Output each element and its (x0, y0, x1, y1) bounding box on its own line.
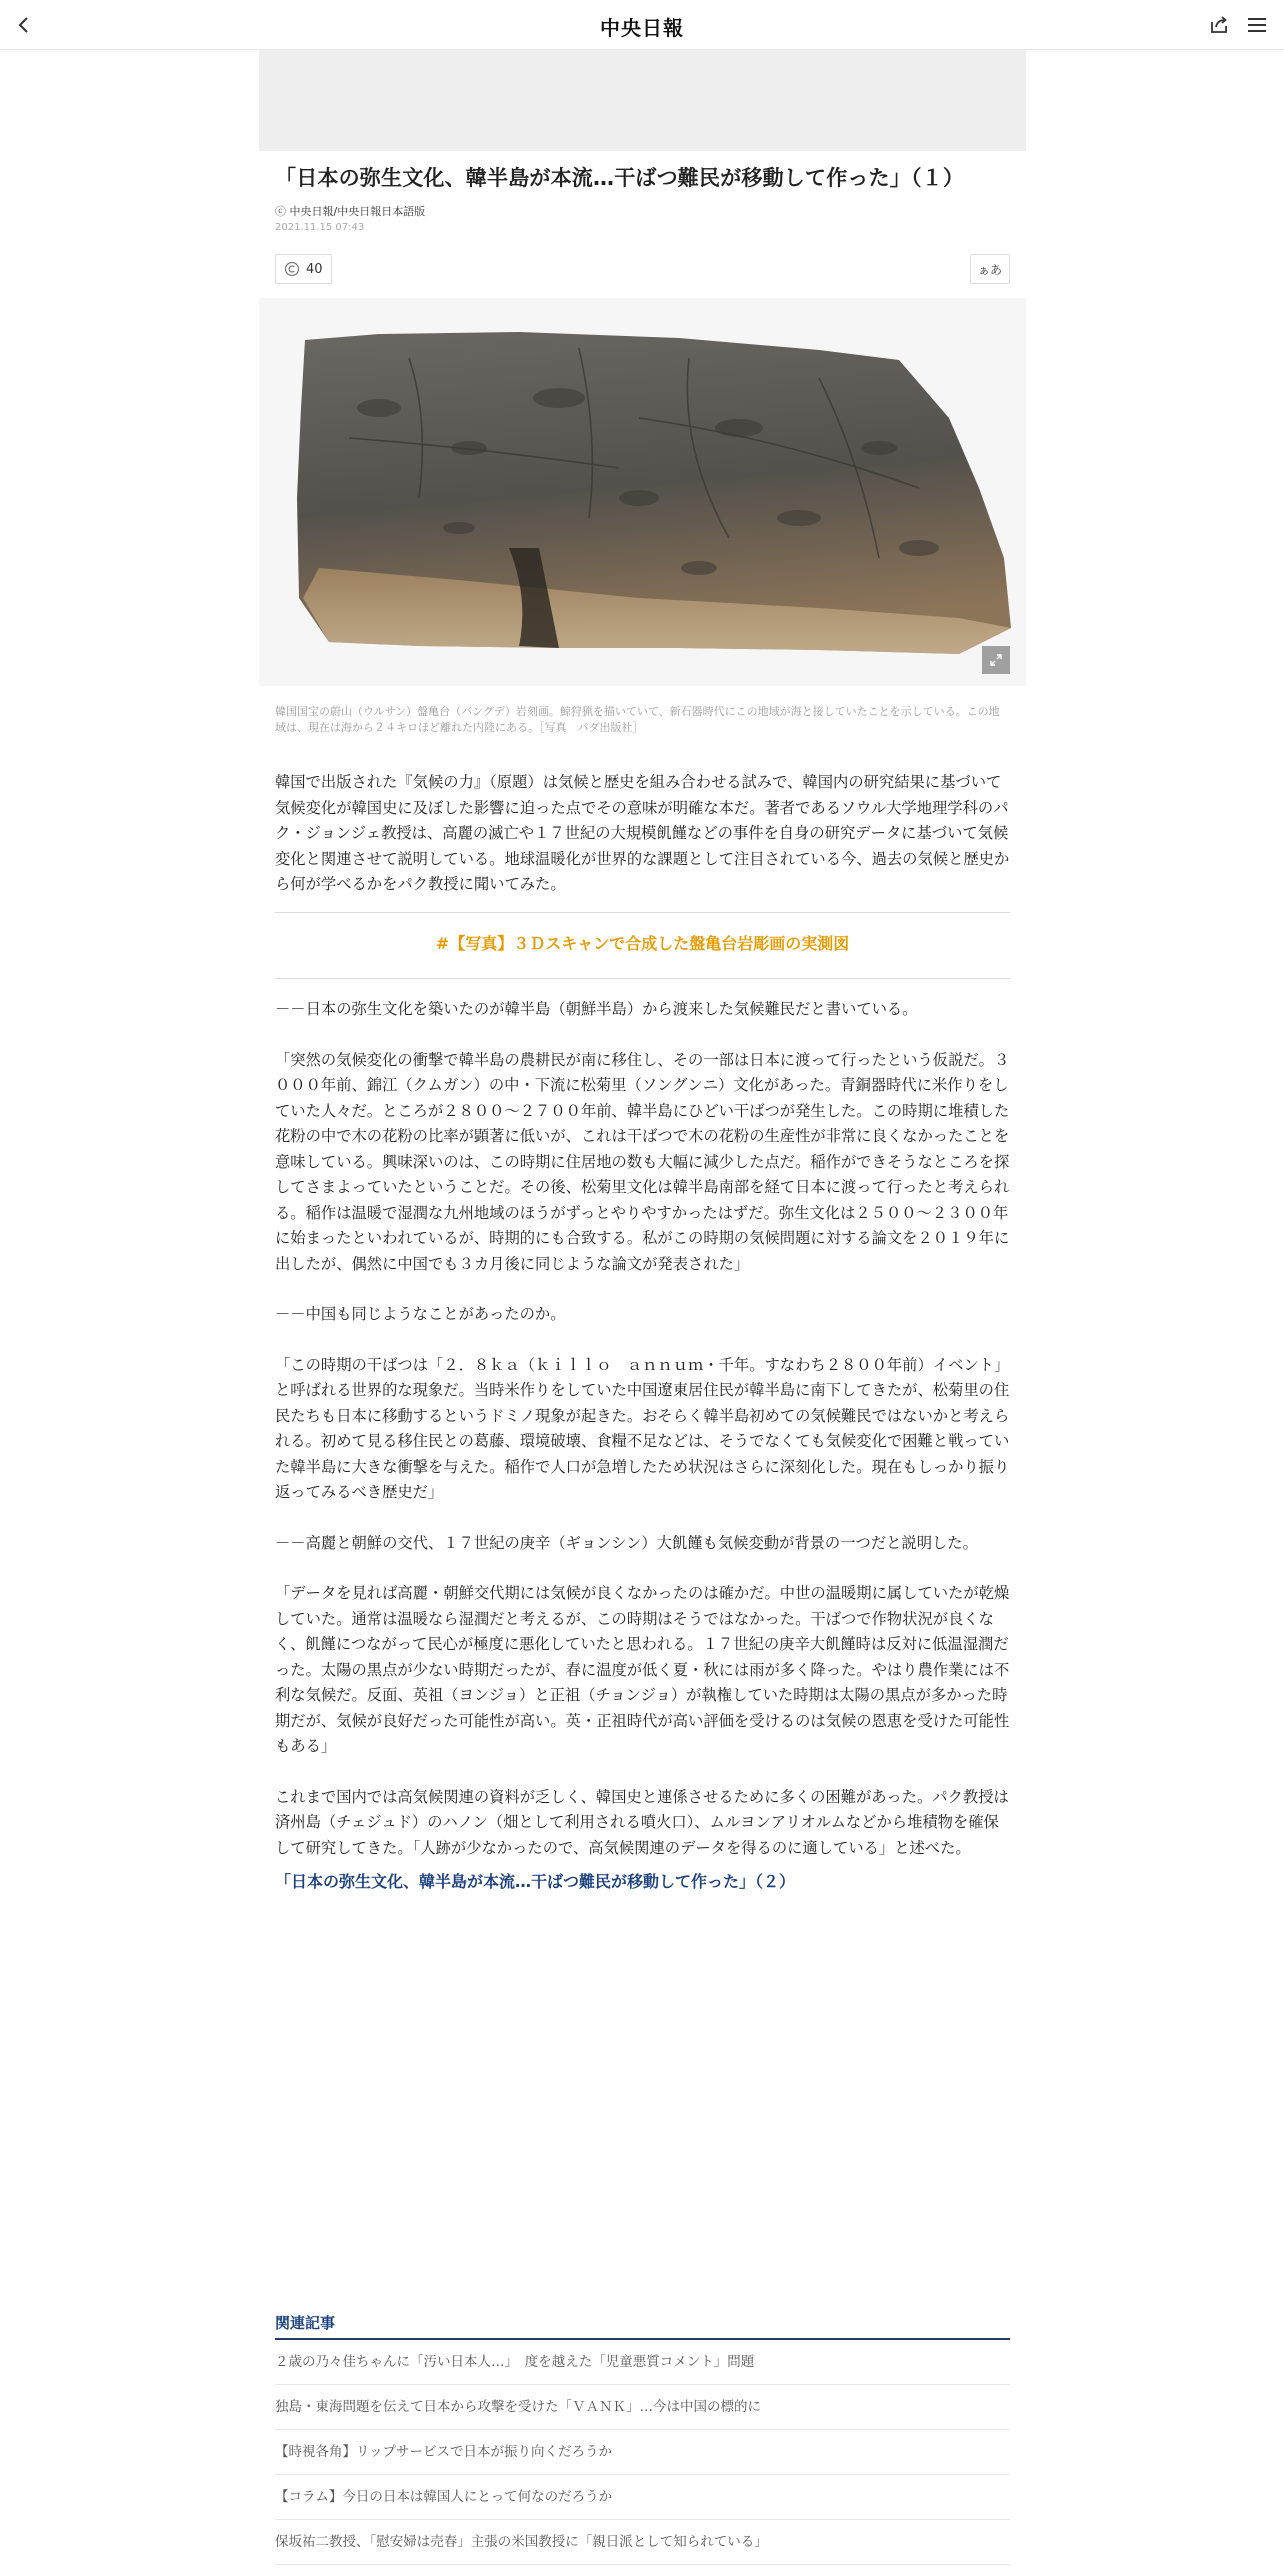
divider (275, 912, 1010, 913)
related-article-link[interactable]: 【コラム】今日の日本は韓国人にとって何なのだろうか (275, 2475, 1010, 2520)
article-body (275, 770, 1010, 1896)
expand-photo-button[interactable] (982, 646, 1010, 674)
related-article-link[interactable]: 独島・東海問題を伝えて日本から攻撃を受けた「ＶＡＮＫ」…今は中国の標的に (275, 2385, 1010, 2430)
related-article-link[interactable]: 【時視各角】リップサービスで日本が振り向くだろうか (275, 2430, 1010, 2475)
related-article-link[interactable]: ２歳の乃々佳ちゃんに「汚い日本人…」 度を越えた「児童悪質コメント」問題 (275, 2340, 1010, 2385)
expand-icon (988, 652, 1004, 668)
article-tools (275, 254, 1010, 284)
comment-icon (284, 261, 300, 277)
top-navigation-bar (0, 0, 1284, 50)
body-paragraph: －－中国も同じようなことがあったのか。 (275, 1305, 566, 1323)
share-button[interactable] (1206, 12, 1232, 38)
body-paragraph: 「突然の気候変化の衝撃で韓半島の農耕民が南に移住し、その一部は日本に渡って行ったという仮説だ。３０００年前、錦江（クムガン）の中・下流に松菊里（ソングンニ）文化があった。青銅器時代に米作りをしていた人々だ。ところが２８００～２７００年前、韓半島にひどい干ばつが発生した。この時期に堆積した花粉の中で木の花粉の比率が顕著に低いが、これは干ばつで木の花粉の生産性が非常に良くなかったことを意味している。興味深いのは、この時期に住居地の数も大幅に減少した点だ。稲作ができそうなところを探してさまよっていたということだ。その後、松菊里文化は韓半島南部を経て日本に渡って行ったと考えられる。稲作は温暖で湿潤な九州地域のほうがずっとやりやすかったはずだ。弥生文化は２５００～２３００年に始まったといわれているが、時期的にも合致する。私がこの時期の気候問題に対する論文を２０１９年に出したが、偶然に中国でも３カ月後に同じような論文が発表された」 (275, 1050, 1010, 1273)
body-paragraph: 「データを見れば高麗・朝鮮交代期には気候が良くなかったのは確かだ。中世の温暖期に属していたが乾燥していた。通常は温暖なら湿潤だと考えるが、この時期はそうではなかった。干ばつで作物状況が良くなく、飢饉につながって民心が極度に悪化していたと思われる。１７世紀の庚辛大飢饉時は反対に低温湿潤だった。太陽の黒点が少ない時期だったが、春に温度が低く夏・秋には雨が多く降った。やはり農作業には不利な気候だ。反面、英祖（ヨンジョ）と正祖（チョンジョ）が執権していた時期は太陽の黒点が多かった時期だが、気候が良好だった可能性が高い。英・正祖時代が高い評価を受けるのは気候の恩恵を受けた可能性もある」 (275, 1584, 1010, 1755)
font-size-button[interactable]: ぁあ (970, 254, 1010, 284)
comment-count: 40 (306, 261, 323, 277)
related-articles-title: 関連記事 (275, 2306, 1010, 2340)
hamburger-menu-icon (1244, 12, 1270, 38)
article-title: 「日本の弥生文化、韓半島が本流…干ばつ難民が移動して作った」（１） (275, 166, 965, 190)
divider (275, 978, 1010, 979)
site-logo[interactable]: 中央日報 (600, 16, 684, 40)
article-byline: ⓒ 中央日報/中央日報日本語版 (275, 205, 426, 218)
lead-paragraph: 韓国で出版された『気候の力』（原題）は気候と歴史を組み合わせる試みで、韓国内の研究結果に基づいて気候変化が韓国史に及ぼした影響に迫った点でその意味が明確な本だ。著者であるソウル大学地理学科のパク・ジョンジェ教授は、高麗の滅亡や１７世紀の大規模飢饉などの事件を自身の研究データに基づいて気候変化と関連させて説明している。地球温暖化が世界的な課題として注目されている今、過去の気候と歴史から何が学べるかをパク教授に聞いてみた。 (275, 773, 1010, 893)
photo-gallery-link[interactable]: #【写真】３Ｄスキャンで合成した盤亀台岩彫画の実測図 (435, 933, 850, 953)
body-paragraph: －－高麗と朝鮮の交代、１７世紀の庚辛（ギョンシン）大飢饉も気候変動が背景の一つだと説明した。 (275, 1533, 978, 1552)
body-paragraph: －－日本の弥生文化を築いたのが韓半島（朝鮮半島）から渡来した気候難民だと書いている。 (275, 1000, 918, 1018)
body-paragraph: これまで国内では高気候関連の資料が乏しく、韓国史と連係させるために多くの困難があった。パク教授は済州島（チェジュド）のハノン（畑として利用される噴火口）、ムルヨンアリオルムなどから堆積物を確保して研究してきた。「人跡が少なかったので、高気候関連のデータを得るのに適している」と述べた。 (275, 1787, 1009, 1857)
article-photo[interactable] (259, 298, 1026, 686)
share-icon (1206, 12, 1232, 38)
comment-button[interactable] (275, 254, 332, 284)
next-part-link[interactable]: 「日本の弥生文化、韓半島が本流…干ばつ難民が移動して作った」（２） (275, 1872, 796, 1891)
rock-carving-image (259, 298, 1026, 686)
menu-button[interactable] (1244, 12, 1270, 38)
article-header (275, 160, 1010, 284)
body-paragraph: 「この時期の干ばつは「２．８ｋａ（ｋｉｌｌｏ ａｎｎｕｍ・千年。すなわち２８００年前）イベント」と呼ばれる世界的な現象だ。当時米作りをしていた中国遼東居住民が韓半島に南下してきたが、松菊里の住民たちも日本に移動するというドミノ現象が起きた。おそらく韓半島初めての気候難民ではないかと考えられる。初めて見る移住民との葛藤、環境破壊、食糧不足などは、そうでなくても気候変化で困難と戦っていた韓半島に大きな衝撃を与えた。稲作で人口が急増したため状況はさらに深刻化した。現在もしっかり振り返ってみるべき歴史だ」 (275, 1355, 1010, 1501)
related-articles (275, 2306, 1010, 2565)
article-date: 2021.11.15 07:43 (275, 222, 365, 233)
photo-caption: 韓国国宝の蔚山（ウルサン）盤亀台（バングデ）岩刻画。鯨狩猟を描いていて、新石器時代にこの地域が海と接していたことを示している。この地域は、現在は海から２４キロほど離れた内陸にある。［写真 パダ出版社］ (275, 705, 1000, 734)
advertisement-placeholder (259, 50, 1026, 151)
related-article-link[interactable]: 保坂祐二教授、「慰安婦は売春」主張の米国教授に「親日派として知られている」 (275, 2520, 1010, 2565)
